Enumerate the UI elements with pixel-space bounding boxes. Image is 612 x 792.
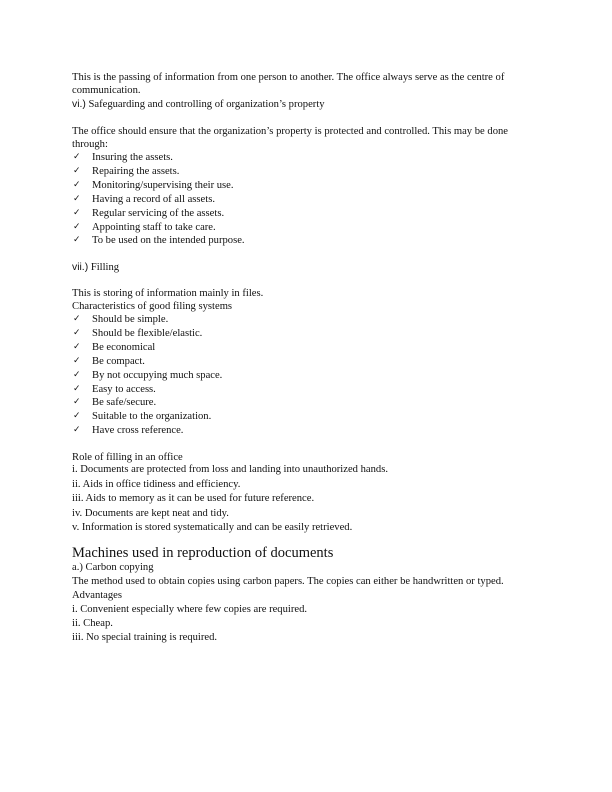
role-item: iv. Documents are kept neat and tidy.: [72, 507, 229, 519]
checkmark-icon: ✓: [73, 425, 81, 436]
list-item: Monitoring/supervising their use.: [92, 179, 234, 191]
checkmark-icon: ✓: [73, 235, 81, 246]
checkmark-icon: ✓: [73, 152, 81, 162]
role-item: i. Documents are protected from loss and landing into unauthorized hands.: [72, 464, 388, 475]
role-heading: Role of filling in an office: [72, 452, 183, 463]
subheading: Characteristics of good filing systems: [72, 301, 233, 312]
checkmark-icon: ✓: [73, 411, 81, 422]
intro-line: This is the passing of information from one person to another. The office always serve as the centre of: [72, 72, 505, 83]
paragraph-line: through:: [72, 139, 108, 150]
checkmark-icon: ✓: [73, 193, 81, 204]
paragraph: The method used to obtain copies using carbon papers. The copies can either be handwritten or typed.: [72, 576, 504, 587]
section-number: vi.): [72, 99, 86, 110]
advantage-item: ii. Cheap.: [72, 618, 113, 629]
list-item: By not occupying much space.: [92, 369, 223, 381]
list-item: Having a record of all assets.: [92, 193, 215, 205]
checkmark-icon: ✓: [73, 369, 81, 380]
list-item: Regular servicing of the assets.: [92, 207, 225, 219]
paragraph-line: The office should ensure that the organization’s property is protected and controlled. This may be done: [72, 126, 508, 137]
machines-heading: Machines used in reproduction of documents: [72, 545, 334, 561]
list-item: Suitable to the organization.: [92, 411, 212, 423]
checkmark-icon: ✓: [73, 397, 81, 408]
checkmark-icon: ✓: [73, 327, 81, 338]
list-item: Appointing staff to take care.: [92, 221, 216, 233]
advantage-item: iii. No special training is required.: [72, 632, 218, 643]
intro-line: communication.: [72, 85, 141, 96]
checkmark-icon: ✓: [73, 314, 81, 324]
advantage-item: i. Convenient especially where few copies are required.: [72, 604, 308, 615]
list-item: Should be simple.: [92, 314, 169, 325]
role-item: v. Information is stored systematically and can be easily retrieved.: [72, 522, 353, 533]
list-item: Easy to access.: [92, 383, 156, 395]
list-item: Should be flexible/elastic.: [92, 327, 203, 339]
list-item: Repairing the assets.: [92, 165, 180, 177]
list-item: Have cross reference.: [92, 425, 184, 437]
checkmark-icon: ✓: [73, 355, 81, 366]
section-number: vii.): [72, 262, 89, 273]
checkmark-icon: ✓: [73, 165, 81, 176]
carbon-copying-heading: a.) Carbon copying: [72, 562, 154, 573]
checkmark-icon: ✓: [73, 383, 81, 394]
checkmark-icon: ✓: [73, 221, 81, 232]
role-item: iii. Aids to memory as it can be used for future reference.: [72, 493, 315, 504]
section-vii-heading: [72, 261, 119, 274]
section-title: Filling: [90, 262, 120, 273]
section-title: Safeguarding and controlling of organization’s property: [88, 99, 325, 110]
list-item: Be compact.: [92, 355, 145, 367]
checkmark-icon: ✓: [73, 179, 81, 190]
list-item: Insuring the assets.: [92, 152, 173, 163]
list-item: Be safe/secure.: [92, 397, 157, 409]
paragraph: This is storing of information mainly in files.: [72, 288, 264, 299]
list-item: Be economical: [92, 341, 156, 353]
role-item: ii. Aids in office tidiness and efficiency.: [72, 478, 241, 490]
checkmark-icon: ✓: [73, 341, 81, 352]
checkmark-icon: ✓: [73, 207, 81, 218]
advantages-heading: Advantages: [72, 590, 123, 601]
list-item: To be used on the intended purpose.: [92, 235, 245, 247]
section-vi-heading: [72, 98, 325, 111]
